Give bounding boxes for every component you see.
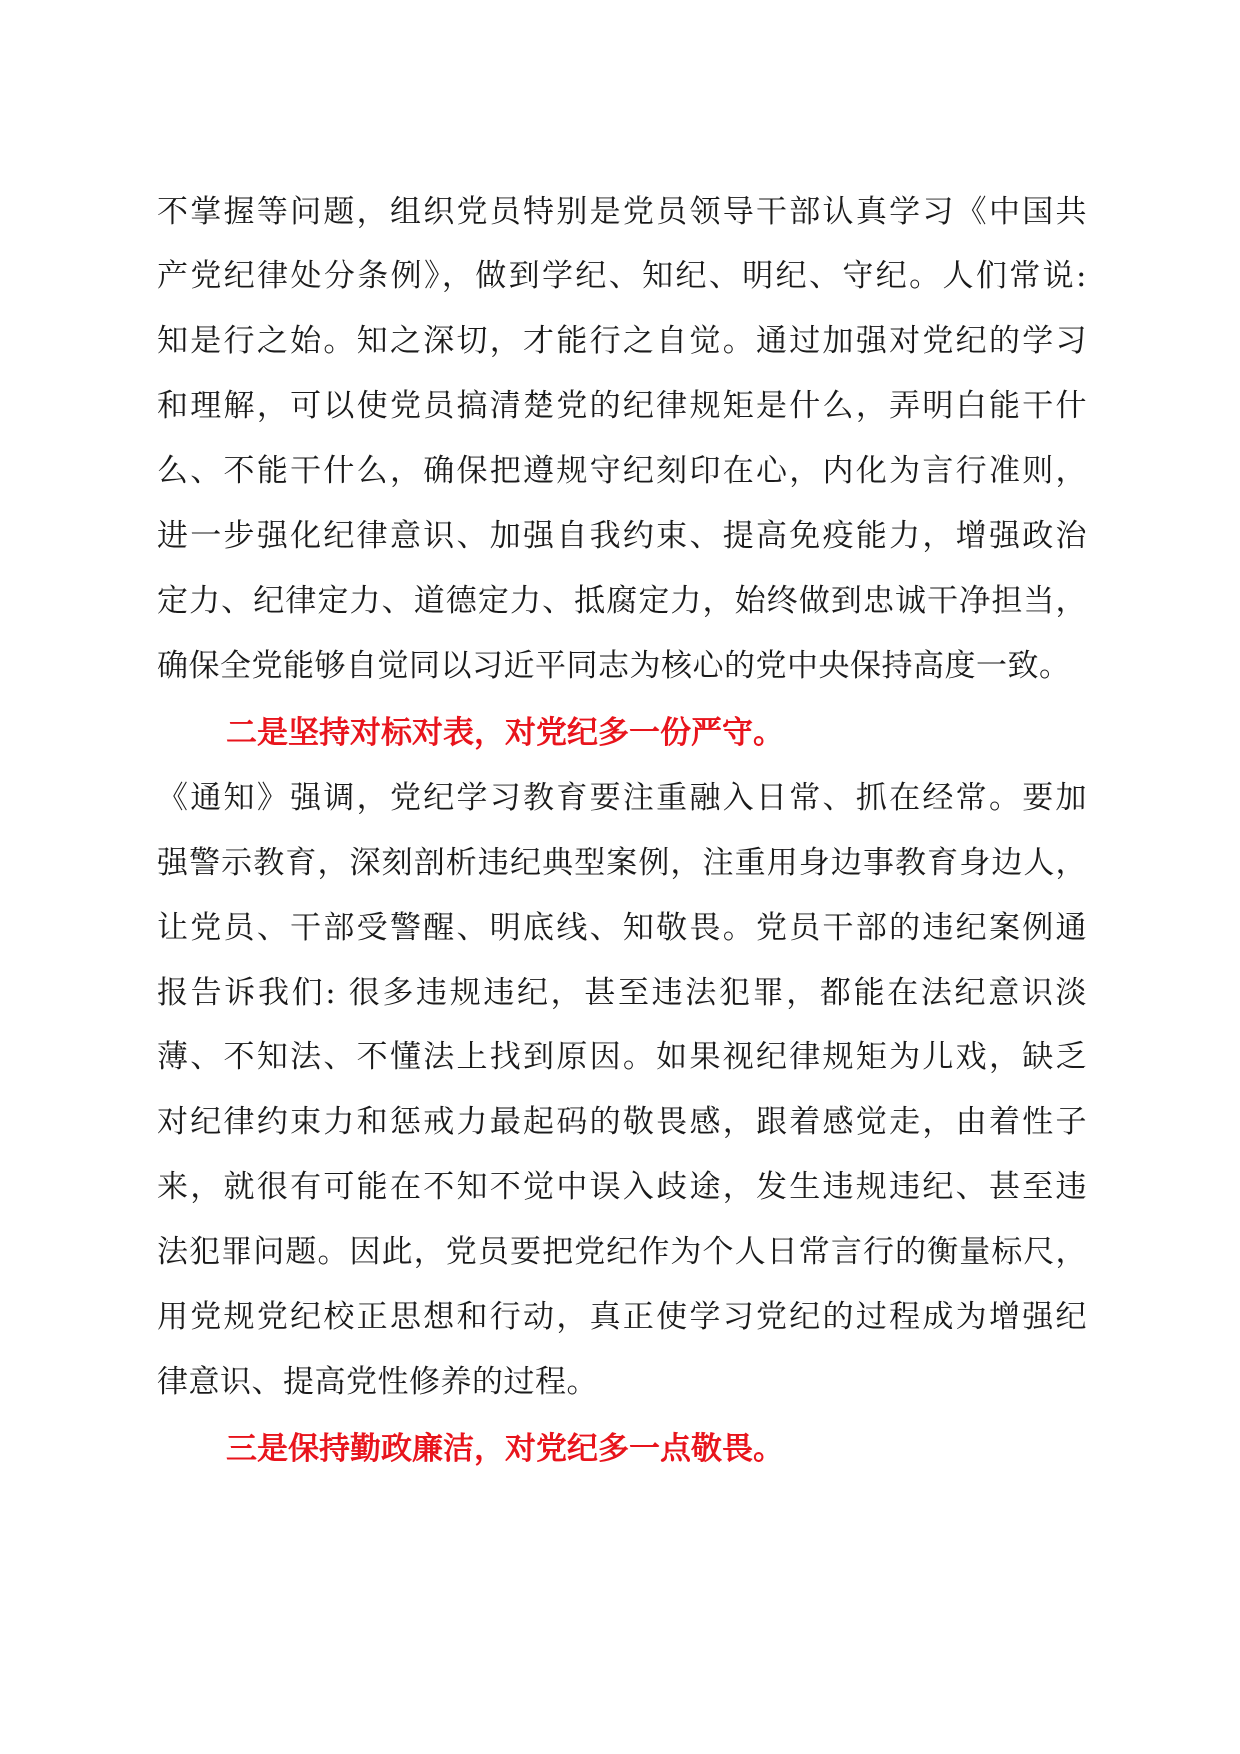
section-heading-2: 二是坚持对标对表，对党纪多一份严守。: [226, 715, 784, 751]
paragraph-2-line-8: 法犯罪问题。因此，党员要把党纪作为个人日常言行的衡量标尺，: [157, 1234, 1087, 1270]
paragraph-1-line-6: 进一步强化纪律意识、加强自我约束、提高免疫能力，增强政治: [157, 518, 1087, 554]
paragraph-1-line-7: 定力、纪律定力、道德定力、抵腐定力，始终做到忠诚干净担当，: [157, 583, 1087, 619]
paragraph-1-line-4: 和理解，可以使党员搞清楚党的纪律规矩是什么，弄明白能干什: [157, 388, 1087, 424]
paragraph-2-line-9: 用党规党纪校正思想和行动，真正使学习党纪的过程成为增强纪: [157, 1299, 1087, 1335]
paragraph-2-line-1: 《通知》强调，党纪学习教育要注重融入日常、抓在经常。要加: [157, 780, 1087, 816]
paragraph-2-line-7: 来，就很有可能在不知不觉中误入歧途，发生违规违纪、甚至违: [157, 1169, 1087, 1205]
paragraph-2-line-6: 对纪律约束力和惩戒力最起码的敬畏感，跟着感觉走，由着性子: [157, 1104, 1087, 1140]
paragraph-2-line-2: 强警示教育，深刻剖析违纪典型案例，注重用身边事教育身边人，: [157, 845, 1087, 881]
paragraph-1-line-5: 么、不能干什么，确保把遵规守纪刻印在心，内化为言行准则，: [157, 453, 1087, 489]
paragraph-2-line-10: 律意识、提高党性修养的过程。: [157, 1364, 598, 1400]
paragraph-1-line-1: 不掌握等问题，组织党员特别是党员领导干部认真学习《中国共: [157, 194, 1087, 230]
paragraph-1-line-8: 确保全党能够自觉同以习近平同志为核心的党中央保持高度一致。: [157, 648, 1071, 684]
paragraph-1-line-3: 知是行之始。知之深切，才能行之自觉。通过加强对党纪的学习: [157, 323, 1087, 359]
paragraph-2-line-5: 薄、不知法、不懂法上找到原因。如果视纪律规矩为儿戏，缺乏: [157, 1039, 1087, 1075]
paragraph-1-line-2: 产党纪律处分条例》，做到学纪、知纪、明纪、守纪。人们常说:: [157, 258, 1087, 294]
paragraph-2-line-4: 报告诉我们: 很多违规违纪，甚至违法犯罪，都能在法纪意识淡: [157, 975, 1087, 1011]
paragraph-2-line-3: 让党员、干部受警醒、明底线、知敬畏。党员干部的违纪案例通: [157, 910, 1087, 946]
section-heading-3: 三是保持勤政廉洁，对党纪多一点敬畏。: [226, 1431, 784, 1467]
